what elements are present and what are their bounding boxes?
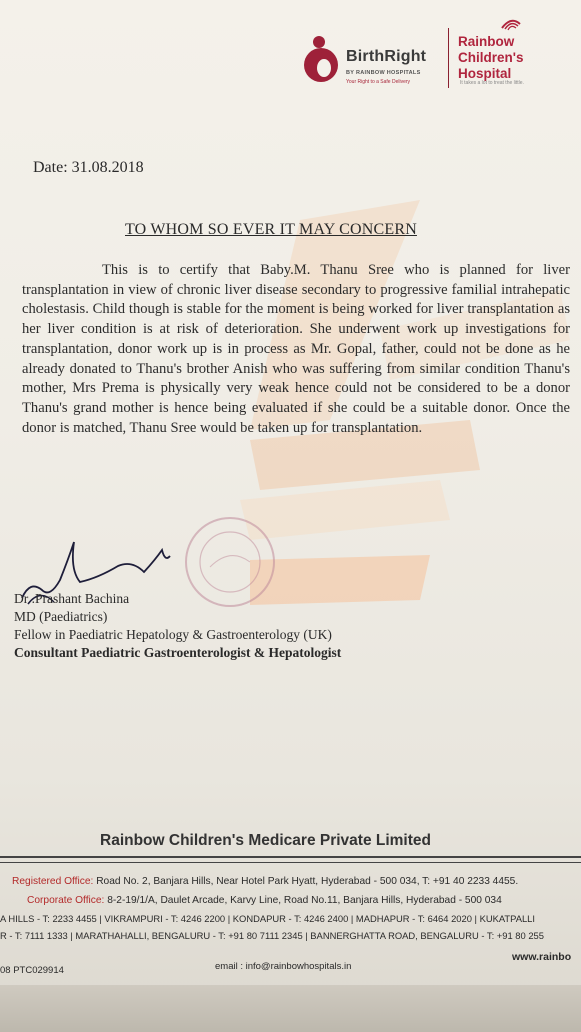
footer-email: email : info@rainbowhospitals.in bbox=[215, 961, 352, 972]
rainbow-name-line2: Children's bbox=[458, 50, 524, 65]
signatory-name: Dr .Prashant Bachina bbox=[14, 591, 130, 606]
corporate-office-label: Corporate Office: bbox=[27, 895, 105, 906]
birthright-mark-icon bbox=[302, 35, 340, 83]
corporate-office-address: 8-2-19/1/A, Daulet Arcade, Karvy Line, Road No.11, Banjara Hills, Hyderabad - 500 034 bbox=[104, 895, 502, 906]
registered-office bbox=[12, 876, 518, 887]
registered-office-label: Registered Office: bbox=[12, 876, 94, 887]
signatory-degree: MD (Paediatrics) bbox=[14, 609, 108, 624]
birthright-logo bbox=[300, 30, 446, 100]
rainbow-hospital-logo bbox=[456, 14, 576, 94]
footer-rule bbox=[0, 856, 581, 858]
registered-office-address: Road No. 2, Banjara Hills, Near Hotel Park Hyatt, Hyderabad - 500 034, T: +91 40 2233 4455. bbox=[93, 876, 519, 887]
company-name: Rainbow Children's Medicare Private Limited bbox=[100, 832, 431, 849]
desk-surface bbox=[0, 985, 581, 1032]
rainbow-hospital-name bbox=[458, 34, 523, 82]
rainbow-tagline: It takes a lot to treat the little. bbox=[460, 80, 524, 86]
signatory-title: Consultant Paediatric Gastroenterologist & Hepatologist bbox=[14, 645, 342, 660]
birthright-name: BirthRight bbox=[346, 48, 427, 65]
rainbow-name-line1: Rainbow bbox=[458, 34, 515, 49]
letter-body: This is to certify that Baby.M. Thanu Sree who is planned for liver transplantation in view of chronic liver disease secondary to progressive familial intrahepatic cholestasis. Child though is stable for the moment is being worked for liver transplantation as her liver condition is at risk of deterioration. She underwent work up investigations for transplantation, donor work up is in process as Mr. Gopal, father, could not be done as he already donated to Thanu's brother Anish who was suffering from similar condition Thanu's mother, Mrs Prema is physically very weak hence could not be considered to be a donor Thanu's grand mother is hence being evaluated if she could be a suitable donor. Once the donor is matched, Thanu Sree would be taken up for transplantation. bbox=[22, 262, 570, 436]
corporate-office bbox=[27, 895, 502, 906]
branch-phones-line2: R - T: 7111 1333 | MARATHAHALLI, BENGALURU - T: +91 80 7111 2345 | BANNERGHATTA ROAD, BENGALURU - T: +91 80 255 bbox=[0, 930, 544, 941]
rainbow-name-line3: Hospital bbox=[458, 66, 512, 81]
footer-rule-thin bbox=[0, 862, 581, 863]
birthright-tagline: Your Right to a Safe Delivery bbox=[346, 79, 411, 85]
rainbow-swirl-icon bbox=[500, 14, 522, 32]
footer-website: www.rainbo bbox=[512, 951, 572, 963]
cin-number: 08 PTC029914 bbox=[0, 965, 64, 976]
letter-date: Date: 31.08.2018 bbox=[33, 159, 144, 176]
signatory-block bbox=[14, 590, 341, 662]
signatory-fellowship: Fellow in Paediatric Hepatology & Gastroenterology (UK) bbox=[14, 627, 332, 642]
letter-heading: TO WHOM SO EVER IT MAY CONCERN bbox=[125, 221, 417, 238]
logo-divider bbox=[448, 28, 449, 88]
branch-phones-line1: A HILLS - T: 2233 4455 | VIKRAMPURI - T: 4246 2200 | KONDAPUR - T: 4246 2400 | MADHAPUR - T: 6464 2020 | KUKATPALLI bbox=[0, 913, 535, 924]
birthright-byline: BY RAINBOW HOSPITALS bbox=[346, 70, 421, 76]
